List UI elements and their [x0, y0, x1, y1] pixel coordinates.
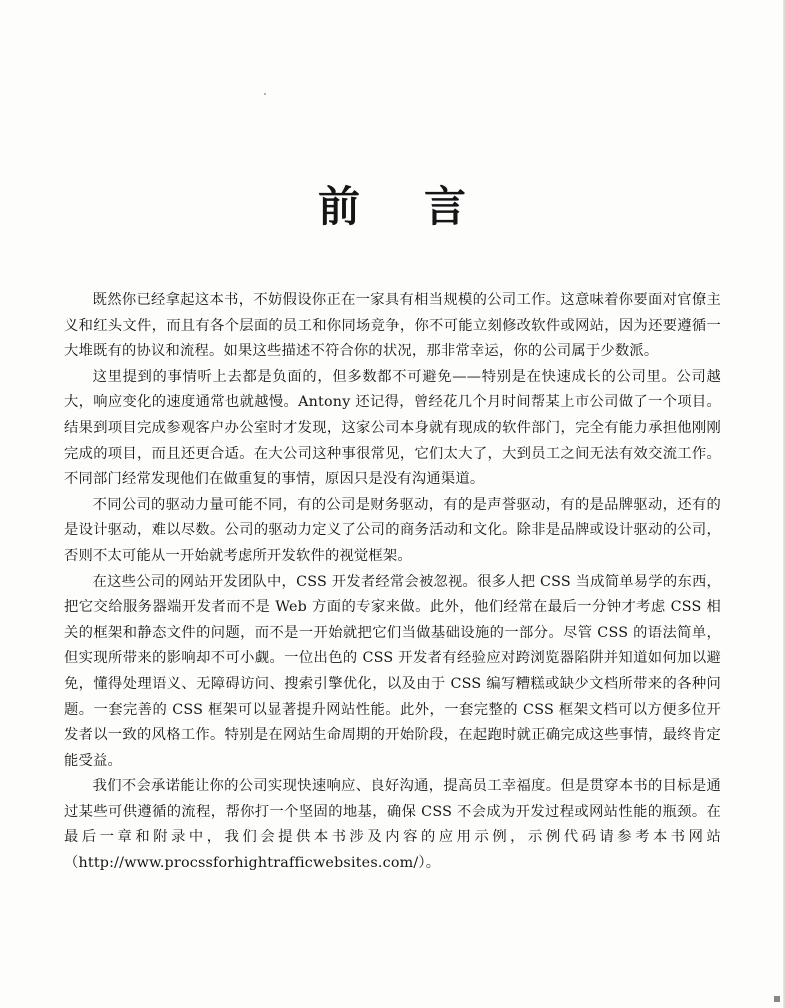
- paragraph-5: 我们不会承诺能让你的公司实现快速响应、良好沟通，提高员工幸福度。但是贯穿本书的目标是通过某些可供遵循的流程，帮你打一个坚固的地基，确保 CSS 不会成为开发过程或网站性能的瓶颈。在最后一章和附录中，我们会提供本书涉及内容的应用示例，示例代码请参考本书网站（http://www.procssforhightrafficwebsites.com/）。: [64, 778, 721, 872]
- page-title: [0, 182, 786, 232]
- scan-speck: [264, 93, 266, 95]
- paragraph-1: 既然你已经拿起这本书，不妨假设你正在一家具有相当规模的公司工作。这意味着你要面对官僚主义和红头文件，而且有各个层面的员工和你同场竞争，你不可能立刻修改软件或网站，因为还要遵循一大堆既有的协议和流程。如果这些描述不符合你的状况，那非常幸运，你的公司属于少数派。: [64, 292, 721, 360]
- title-char-1: 前: [317, 182, 362, 231]
- paragraph-3: 不同公司的驱动力量可能不同，有的公司是财务驱动，有的是声誉驱动，有的是品牌驱动，还有的是设计驱动，难以尽数。公司的驱动力定义了公司的商务活动和文化。除非是品牌或设计驱动的公司，否则不太可能从一开始就考虑所开发软件的视觉框架。: [64, 496, 721, 564]
- scan-corner-mark: [774, 996, 780, 1002]
- paragraph-4: 在这些公司的网站开发团队中，CSS 开发者经常会被忽视。很多人把 CSS 当成简单易学的东西，把它交给服务器端开发者而不是 Web 方面的专家来做。此外，他们经常在最后一分钟才考虑 CSS 相关的框架和静态文件的问题，而不是一开始就把它们当做基础设施的一部分。尽管 CSS 的语法简单，但实现所带来的影响却不可小觑。一位出色的 CSS 开发者有经验应对跨浏览器陷阱并知道如何加以避免，懂得处理语义、无障碍访问、搜索引擎优化，以及由于 CSS 编写糟糕或缺少文档所带来的各种问题。一套完善的 CSS 框架可以显著提升网站性能。此外，一套完整的 CSS 框架文档可以方便多位开发者以一致的风格工作。特别是在网站生命周期的开始阶段，在起跑时就正确完成这些事情，最终肯定能受益。: [64, 573, 721, 769]
- paragraph-2: 这里提到的事情听上去都是负面的，但多数都不可避免——特别是在快速成长的公司里。公司越大，响应变化的速度通常也就越慢。Antony 还记得，曾经花几个月时间帮某上市公司做了一个项目。结果到项目完成参观客户办公室时才发现，这家公司本身就有现成的软件部门，完全有能力承担他刚刚完成的项目，而且还更合适。在大公司这种事很常见，它们太大了，大到员工之间无法有效交流工作。不同部门经常发现他们在做重复的事情，原因只是没有沟通渠道。: [64, 368, 721, 488]
- preface-body: [64, 288, 721, 877]
- title-char-2: 言: [424, 182, 469, 231]
